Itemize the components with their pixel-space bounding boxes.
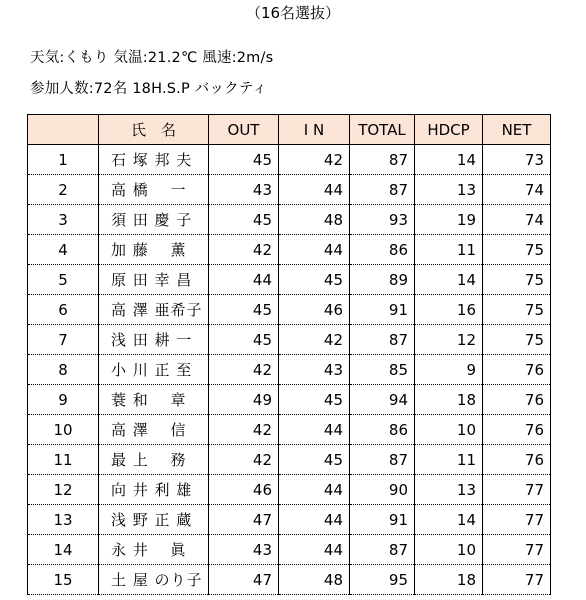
name-cell: 浅 田 耕 一 [99, 325, 209, 355]
name-cell: 最 上 務 [99, 445, 209, 475]
hdcp-cell: 18 [415, 385, 483, 415]
net-cell: 76 [483, 385, 551, 415]
hdcp-cell: 11 [415, 235, 483, 265]
out-cell: 45 [209, 295, 279, 325]
out-cell: 45 [209, 145, 279, 175]
table-row [28, 175, 551, 205]
net-cell: 77 [483, 475, 551, 505]
table-row [28, 535, 551, 565]
net-cell: 75 [483, 235, 551, 265]
hdcp-cell: 14 [415, 145, 483, 175]
total-cell: 93 [350, 205, 415, 235]
name-cell: 高 橋 一 [99, 175, 209, 205]
out-cell: 43 [209, 535, 279, 565]
rank-cell: 5 [28, 265, 99, 295]
out-cell: 42 [209, 235, 279, 265]
in-cell: 44 [279, 235, 350, 265]
weather-info: 天気:くもり 気温:21.2℃ 風速:2m/s [30, 50, 274, 66]
name-cell: 蓑 和 章 [99, 385, 209, 415]
name-cell: 向 井 利 雄 [99, 475, 209, 505]
out-cell: 43 [209, 175, 279, 205]
total-cell: 85 [350, 355, 415, 385]
rank-cell: 10 [28, 415, 99, 445]
in-cell: 44 [279, 505, 350, 535]
name-cell: 高 澤 信 [99, 415, 209, 445]
name-cell: 加 藤 薫 [99, 235, 209, 265]
name-cell: 高 澤 亜希子 [99, 295, 209, 325]
total-cell: 89 [350, 265, 415, 295]
total-cell: 91 [350, 295, 415, 325]
name-cell: 須 田 慶 子 [99, 205, 209, 235]
in-cell: 44 [279, 175, 350, 205]
out-cell: 42 [209, 445, 279, 475]
name-cell: 永 井 眞 [99, 535, 209, 565]
page-title: （16名選抜） [245, 4, 341, 22]
column-header-net: NET [483, 115, 551, 145]
total-cell: 86 [350, 415, 415, 445]
out-cell: 47 [209, 505, 279, 535]
column-header-name: 氏 名 [99, 115, 209, 145]
in-cell: 45 [279, 265, 350, 295]
out-cell: 44 [209, 265, 279, 295]
hdcp-cell: 18 [415, 565, 483, 595]
net-cell: 76 [483, 445, 551, 475]
net-cell: 75 [483, 325, 551, 355]
table-row [28, 565, 551, 595]
in-cell: 45 [279, 385, 350, 415]
hdcp-cell: 16 [415, 295, 483, 325]
table-header-row [28, 115, 551, 145]
in-cell: 43 [279, 355, 350, 385]
out-cell: 42 [209, 415, 279, 445]
in-cell: 44 [279, 415, 350, 445]
hdcp-cell: 12 [415, 325, 483, 355]
hdcp-cell: 14 [415, 265, 483, 295]
table-row [28, 355, 551, 385]
rank-cell: 3 [28, 205, 99, 235]
hdcp-cell: 13 [415, 175, 483, 205]
rank-cell: 11 [28, 445, 99, 475]
rank-cell: 13 [28, 505, 99, 535]
table-row [28, 475, 551, 505]
out-cell: 46 [209, 475, 279, 505]
total-cell: 87 [350, 175, 415, 205]
total-cell: 94 [350, 385, 415, 415]
table-row [28, 145, 551, 175]
out-cell: 45 [209, 205, 279, 235]
rank-cell: 7 [28, 325, 99, 355]
total-cell: 90 [350, 475, 415, 505]
total-cell: 87 [350, 445, 415, 475]
total-cell: 86 [350, 235, 415, 265]
rank-cell: 8 [28, 355, 99, 385]
name-cell: 浅 野 正 蔵 [99, 505, 209, 535]
table-row [28, 505, 551, 535]
out-cell: 49 [209, 385, 279, 415]
column-header-hdcp: HDCP [415, 115, 483, 145]
out-cell: 42 [209, 355, 279, 385]
total-cell: 95 [350, 565, 415, 595]
in-cell: 42 [279, 145, 350, 175]
table-row [28, 235, 551, 265]
out-cell: 45 [209, 325, 279, 355]
participants-info: 参加人数:72名 18H.S.P バックティ [30, 81, 268, 97]
table-row [28, 445, 551, 475]
in-cell: 44 [279, 475, 350, 505]
table-row [28, 415, 551, 445]
rank-cell: 9 [28, 385, 99, 415]
net-cell: 74 [483, 175, 551, 205]
name-cell: 石 塚 邦 夫 [99, 145, 209, 175]
in-cell: 45 [279, 445, 350, 475]
net-cell: 77 [483, 565, 551, 595]
rank-cell: 12 [28, 475, 99, 505]
name-cell: 原 田 幸 昌 [99, 265, 209, 295]
hdcp-cell: 14 [415, 505, 483, 535]
net-cell: 73 [483, 145, 551, 175]
in-cell: 46 [279, 295, 350, 325]
hdcp-cell: 11 [415, 445, 483, 475]
hdcp-cell: 19 [415, 205, 483, 235]
table-row [28, 385, 551, 415]
table-row [28, 205, 551, 235]
rank-cell: 14 [28, 535, 99, 565]
net-cell: 76 [483, 355, 551, 385]
net-cell: 77 [483, 505, 551, 535]
name-cell: 小 川 正 至 [99, 355, 209, 385]
column-header-out: OUT [209, 115, 279, 145]
in-cell: 48 [279, 565, 350, 595]
column-header-rank [28, 115, 99, 145]
total-cell: 87 [350, 145, 415, 175]
total-cell: 91 [350, 505, 415, 535]
name-cell: 土 屋 のり子 [99, 565, 209, 595]
rank-cell: 6 [28, 295, 99, 325]
net-cell: 75 [483, 295, 551, 325]
in-cell: 42 [279, 325, 350, 355]
in-cell: 48 [279, 205, 350, 235]
total-cell: 87 [350, 325, 415, 355]
results-table [27, 114, 551, 595]
net-cell: 75 [483, 265, 551, 295]
hdcp-cell: 10 [415, 535, 483, 565]
rank-cell: 2 [28, 175, 99, 205]
table-row [28, 295, 551, 325]
table-row [28, 325, 551, 355]
rank-cell: 4 [28, 235, 99, 265]
rank-cell: 15 [28, 565, 99, 595]
total-cell: 87 [350, 535, 415, 565]
net-cell: 74 [483, 205, 551, 235]
net-cell: 77 [483, 535, 551, 565]
hdcp-cell: 13 [415, 475, 483, 505]
in-cell: 44 [279, 535, 350, 565]
net-cell: 76 [483, 415, 551, 445]
column-header-total: TOTAL [350, 115, 415, 145]
table-row [28, 265, 551, 295]
out-cell: 47 [209, 565, 279, 595]
hdcp-cell: 10 [415, 415, 483, 445]
hdcp-cell: 9 [415, 355, 483, 385]
column-header-in: I N [279, 115, 350, 145]
rank-cell: 1 [28, 145, 99, 175]
